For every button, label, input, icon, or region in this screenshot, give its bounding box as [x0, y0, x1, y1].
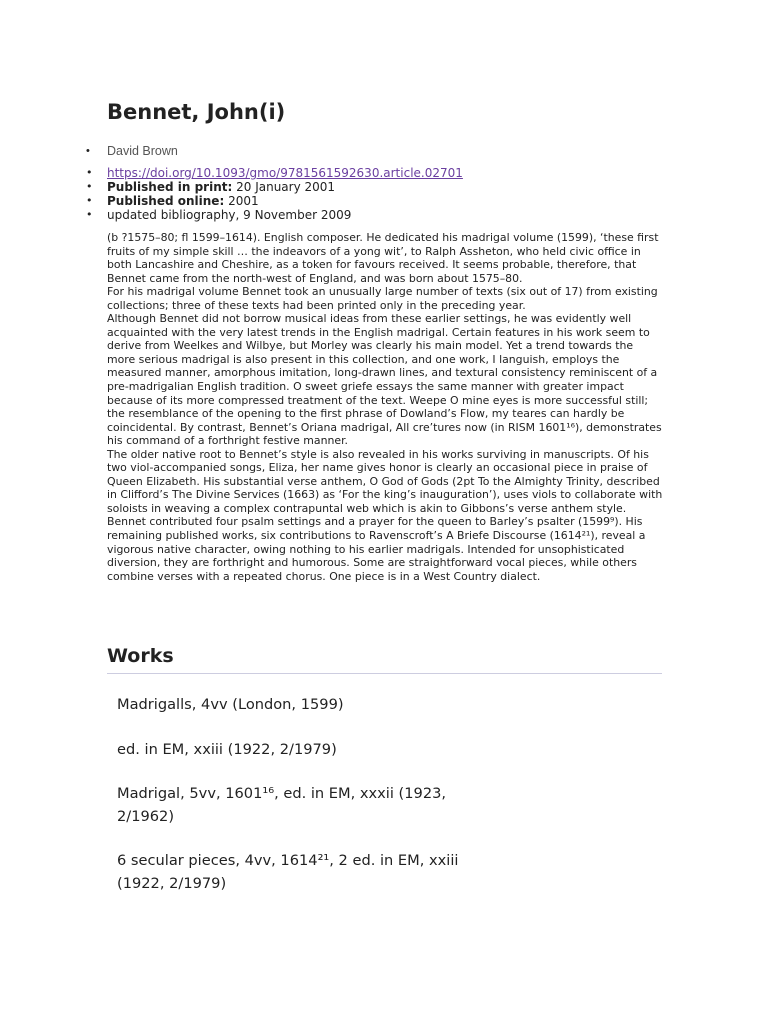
page-title: Bennet, John(i) [107, 100, 286, 124]
paragraph: For his madrigal volume Bennet took an unusually large number of texts (six out of 17) from existing collections; three of these texts had been printed only in the preceding year. [107, 285, 658, 312]
author-name[interactable]: • David Brown [107, 144, 178, 158]
paragraph: Bennet contributed four psalm settings and a prayer for the queen to Barley’s psalter (1599⁹). His remaining published works, six contributions to Ravenscroft’s A Briefe Discourse (1614²¹), reveal a vigorous native character, owing nothing to his earlier madrigals. Intended for unsophisticated diversion, they are forthright and humorous. Some are straightforward vocal pieces, while others combine verses with a repeated chorus. One piece is in a West Country dialect. [107, 515, 646, 583]
work-item: Madrigalls, 4vv (London, 1599) [117, 696, 344, 713]
doi-link[interactable]: https://doi.org/10.1093/gmo/9781561592630.article.02701 [107, 166, 463, 180]
published-online-label: Published online: [107, 194, 225, 208]
article-body [107, 231, 663, 583]
work-item: Madrigal, 5vv, 1601¹⁶, ed. in EM, xxxii (1923, 2/1962) [117, 785, 447, 825]
published-online-item [107, 194, 259, 208]
works-list [117, 694, 477, 917]
paragraph: Although Bennet did not borrow musical ideas from these earlier settings, he was evidently well acquainted with the very latest trends in the English madrigal. Certain features in his work seem to derive from Weelkes and Wilbye, but Morley was clearly his main model. Yet a trend towards the more serious madrigal is also present in this collection, and one work, I languish, employs the measured manner, amorphous imitation, long-drawn lines, and textural consistency reminiscent of a pre-madrigalian English tradition. O sweet griefe essays the same manner with greater impact because of its more compressed treatment of the text. Weepe O mine eyes is more successful still; the resemblance of the opening to the first phrase of Dowland’s Flow, my teares can hardly be coincidental. By contrast, Bennet’s Oriana madrigal, All cre’tures now (in RISM 1601¹⁶), demonstrates his command of a forthright festive manner. [107, 312, 662, 448]
updated-bibliography: • updated bibliography, 9 November 2009 [107, 208, 351, 222]
published-online-date: 2001 [228, 194, 259, 208]
paragraph: The older native root to Bennet’s style is also revealed in his works surviving in manuscripts. Of his two viol-accompanied songs, Eliza, her name gives honor is clearly an occasional piece in praise of Queen Elizabeth. His substantial verse anthem, O God of Gods (2pt To the Almighty Trinity, described in Clifford’s The Divine Services (1663) as ‘For the king’s inauguration’), uses viols to collaborate with soloists in weaving a complex contrapuntal web which is akin to Gibbons’s verse anthem style. [107, 447, 663, 515]
doi-item [107, 166, 463, 180]
work-item: ed. in EM, xxiii (1922, 2/1979) [117, 740, 337, 758]
paragraph: (b ?1575–80; fl 1599–1614). English composer. He dedicated his madrigal volume (1599), ‘these first fruits of my simple skill … the indeavors of a yong wit’, to Ralph Assheton, who held civic office in both Lancashire and Cheshire, as a token for favours received. It seems probable, therefore, that Bennet came from the north-west of England, and was born about 1575–80. [107, 231, 659, 285]
section-divider [107, 673, 662, 674]
works-heading: Works [107, 645, 174, 667]
published-print-date: 20 January 2001 [236, 180, 336, 194]
work-item: 6 secular pieces, 4vv, 1614²¹, 2 ed. in EM, xxiii (1922, 2/1979) [117, 852, 459, 892]
published-print-label: Published in print: [107, 180, 233, 194]
published-print-item [107, 180, 335, 194]
